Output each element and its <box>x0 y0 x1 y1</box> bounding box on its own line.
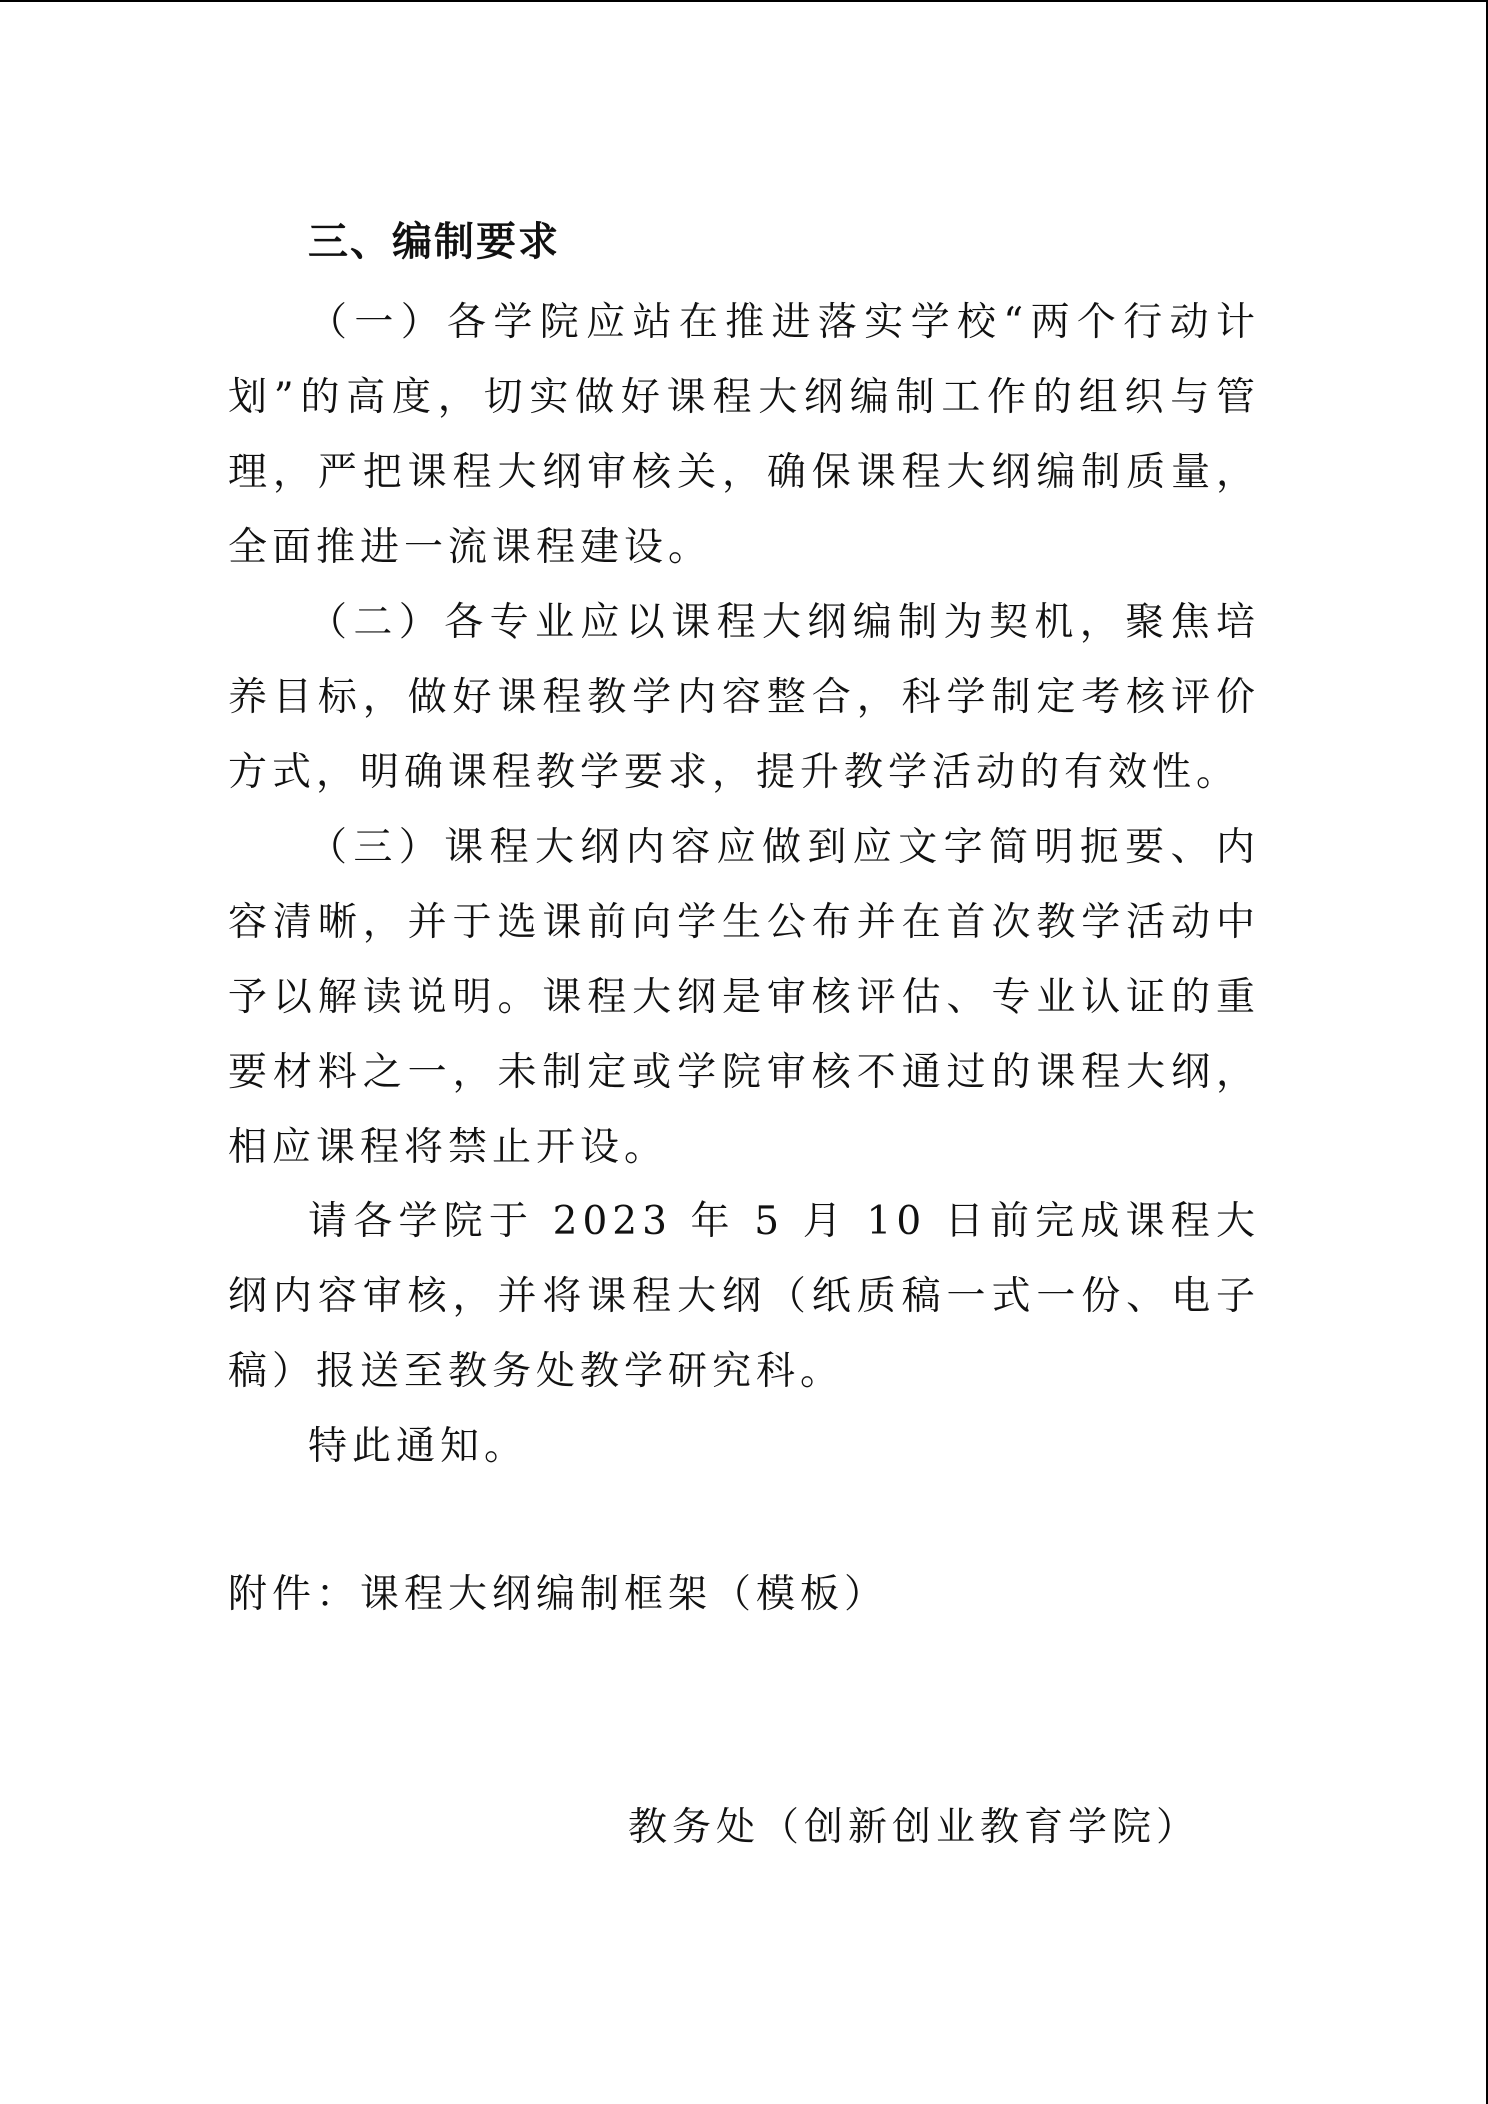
attachment-line: 附件：课程大纲编制框架（模板） <box>228 1572 889 1617</box>
paragraph-notice-closing: 特此通知。 <box>308 1424 529 1469</box>
paragraph-requirement-2: （二）各专业应以课程大纲编制为契机，聚焦培养目标，做好课程教学内容整合，科学制定考核评价方式，明确课程教学要求，提升教学活动的有效性。 <box>228 600 1260 795</box>
issuer-signature: 教务处（创新创业教育学院） <box>628 1805 1201 1850</box>
paragraph-requirement-3: （三）课程大纲内容应做到应文字简明扼要、内容清晰，并于选课前向学生公布并在首次教学活动中予以解读说明。课程大纲是审核评估、专业认证的重要材料之一，未制定或学院审核不通过的课程大纲，相应课程将禁止开设。 <box>228 825 1260 1170</box>
paragraph-requirement-1: （一）各学院应站在推进落实学校“两个行动计划”的高度，切实做好课程大纲编制工作的组织与管理，严把课程大纲审核关，确保课程大纲编制质量，全面推进一流课程建设。 <box>228 300 1260 570</box>
section-heading: 三、编制要求 <box>308 219 560 265</box>
paragraph-deadline: 请各学院于 2023 年 5 月 10 日前完成课程大纲内容审核，并将课程大纲（纸质稿一式一份、电子稿）报送至教务处教学研究科。 <box>228 1199 1260 1394</box>
